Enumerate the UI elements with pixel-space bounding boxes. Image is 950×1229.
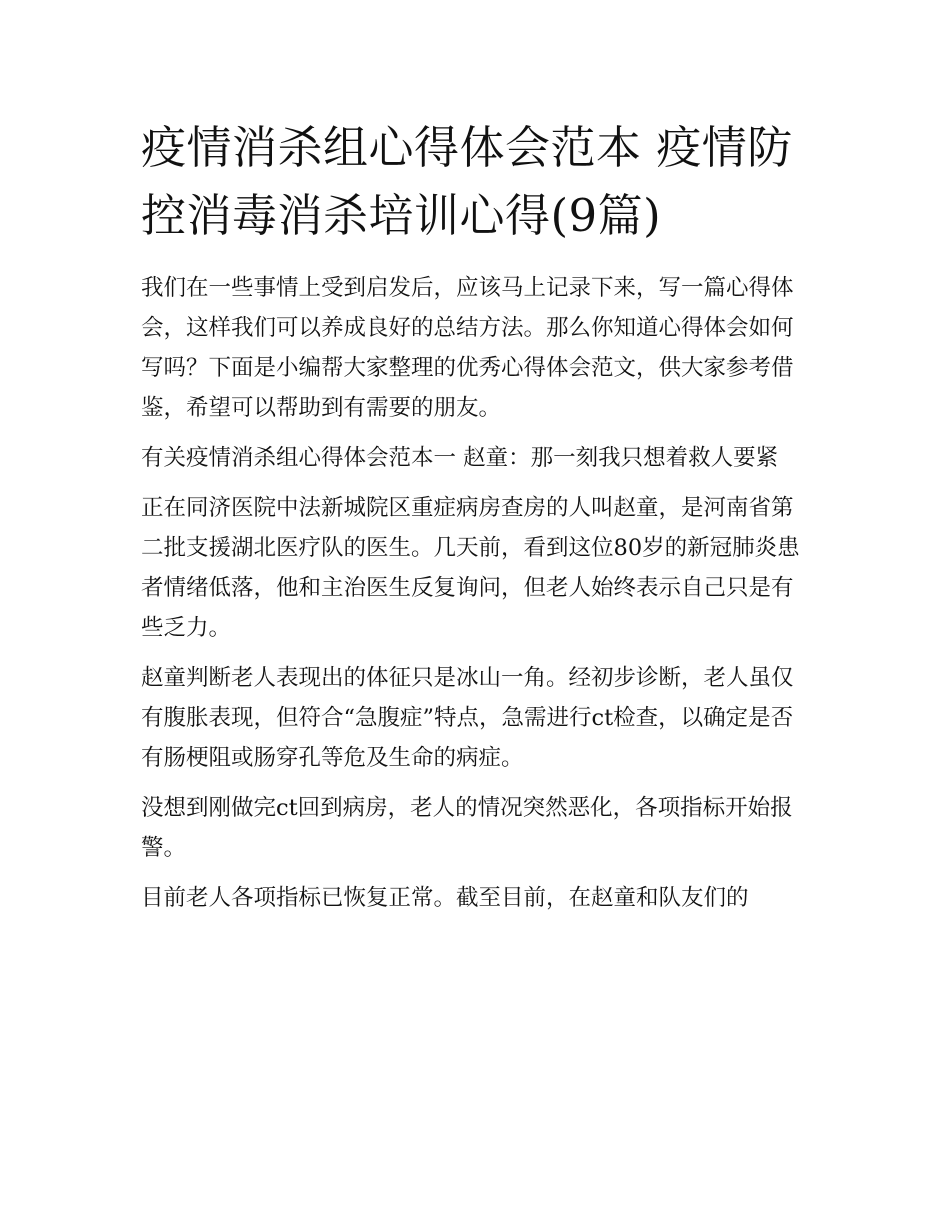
body-paragraph: 没想到刚做完ct回到病房，老人的情况突然恶化，各项指标开始报警。 [141,795,793,861]
document-body [141,114,813,928]
body-paragraph: 目前老人各项指标已恢复正常。截至目前，在赵童和队友们的 [141,885,749,911]
body-paragraph: 赵童判断老人表现出的体征只是冰山一角。经初步诊断，老人虽仅有腹胀表现，但符合“急腹症”特点，急需进行ct检查，以确定是否有肠梗阻或肠穿孔等危及生命的病症。 [141,665,794,771]
body-paragraph: 正在同济医院中法新城院区重症病房查房的人叫赵童，是河南省第二批支援湖北医疗队的医生。几天前，看到这位80岁的新冠肺炎患者情绪低落，他和主治医生反复询问，但老人始终表示自己只是有些乏力。 [141,495,800,641]
document-title: 疫情消杀组心得体会范本 疫情防控消毒消杀培训心得(9篇) [141,121,793,242]
intro-paragraph: 我们在一些事情上受到启发后，应该马上记录下来，写一篇心得体会，这样我们可以养成良好的总结方法。那么你知道心得体会如何写吗？下面是小编帮大家整理的优秀心得体会范文，供大家参考借鉴，希望可以帮助到有需要的朋友。 [141,275,794,421]
section-heading-paragraph: 有关疫情消杀组心得体会范本一 赵童：那一刻我只想着救人要紧 [141,445,779,471]
